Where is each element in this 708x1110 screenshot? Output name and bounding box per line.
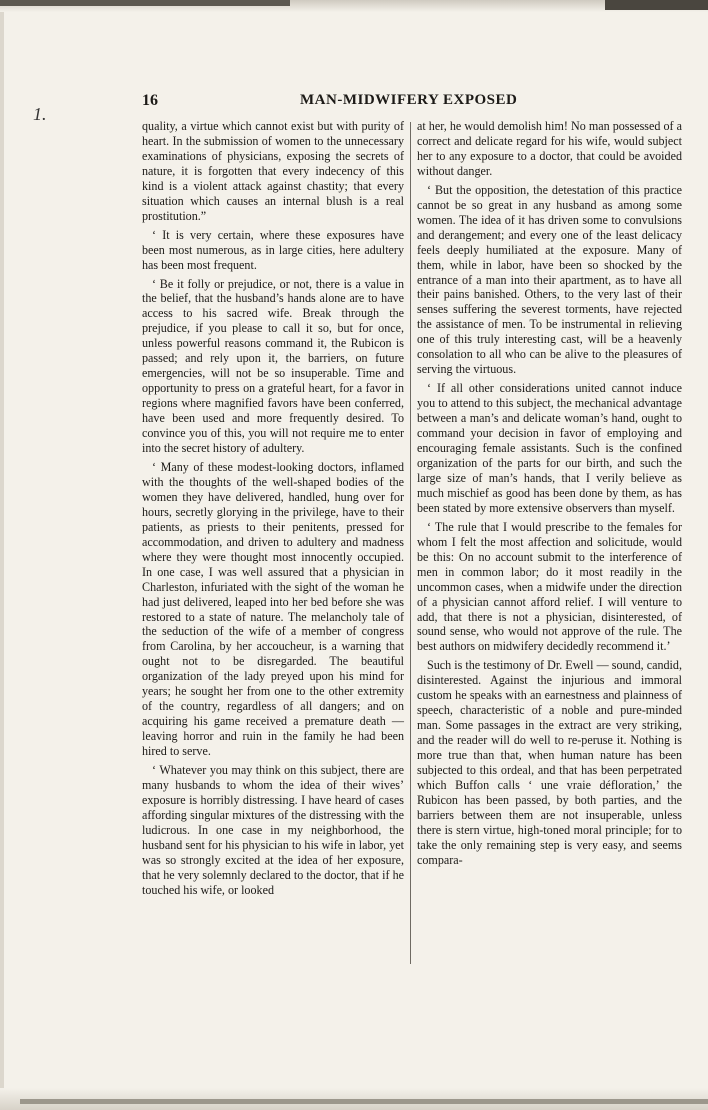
scan-border-top-left [0, 0, 290, 6]
margin-mark: 1. [33, 104, 47, 124]
paragraph: ‘ It is very certain, where these exposures have been most numerous, as in large cities, here adultery has been most frequent. [142, 227, 404, 272]
scan-border-bottom [20, 1099, 708, 1104]
paragraph: ‘ Whatever you may think on this subject, there are many husbands to whom the idea of their wives’ exposure is horribly distressing. I have heard of cases affording singular mixtures of the distressing with the ludicrous. In one case in my neighborhood, the husband sent for his physician to his wife in labor, yet was so strongly excited at the idea of her exposure, that he very solemnly declared to the doctor, that if he touched his wife, or looked [142, 763, 404, 897]
paragraph: ‘ Many of these modest-looking doctors, inflamed with the thoughts of the well-shaped bodies of the women they have delivered, handled, hung over for hours, secretly glorying in the privilege, have to their patients, as priests to their penitents, pressed for accommodation, and driven to adultery and madness where they were thought most innocently occupied. In one case, I was well assured that a physician in Charleston, infuriated with the sight of the woman he had just delivered, leaped into her bed before she was restored to a state of nature. The melancholy tale of the seduction of the wife of a member of congress from Carolina, by her accoucheur, is a warning that ought not to be disregarded. The beautiful organization of the lady preyed upon his mind for years; he sought her from one to the other extremity of the country, regardless of all dangers; and on acquiring his game received a premature death — leaving horror and ruin in the family he had been hired to serve. [142, 459, 404, 759]
right-column [417, 119, 682, 872]
paragraph: ‘ If all other considerations united cannot induce you to attend to this subject, the mechanical advantage between a man’s and delicate woman’s hand, ought to command your decision in favor of employing and encouraging female assistants. Such is the confined organization of the parts for our birth, and such the large size of man’s hands, that I verily believe as much mischief as good has been done by them, as has been stated by more extensive observers than myself. [417, 381, 682, 515]
page-edge-shadow [0, 0, 4, 1110]
paragraph: ‘ The rule that I would prescribe to the females for whom I felt the most affection and solicitude, would be this: On no account submit to the interference of men in common labor; do it most readily in the uncommon cases, when a midwife under the direction of a physician cannot afford relief. I will venture to add, that there is not a physician, disinterested, of sound sense, who would not approve of the rule. The best authors on midwifery decidedly recommend it.’ [417, 519, 682, 654]
running-title: MAN-MIDWIFERY EXPOSED [300, 92, 518, 108]
column-divider [410, 122, 411, 964]
page-number: 16 [142, 92, 158, 109]
left-column [142, 119, 404, 902]
paragraph: ‘ But the opposition, the detestation of this practice cannot be so great in any husband as among some women. The idea of it has driven some to convulsions and derangement; and every one of the least delicacy feels deeply humiliated at the exposure. Many of them, while in labor, have been so shocked by the entrance of a man into their apartment, as to have all their pains banished. Others, to the very last of their senses suffering the severest torments, have rejected the assistance of men. To be instrumental in relieving one of this truly interesting cast, will be a heavenly consolation to all who can be alive to the pleasures of serving the virtuous. [417, 182, 682, 377]
paragraph: quality, a virtue which cannot exist but with purity of heart. In the submission of women to the unnecessary examinations of physicians, exposing the secrets of nature, it is forgotten that every indecency of this kind is a violent attack against chastity; that every situation which causes an internal blush is a real prostitution.” [142, 119, 404, 223]
paragraph: ‘ Be it folly or prejudice, or not, there is a value in the belief, that the husband’s hands alone are to have access to his sacred wife. Break through the prejudice, if you please to call it so, but for once, unless powerful reasons command it, the Rubicon is passed; and rely upon it, the barriers, on future emergencies, will not be so insuperable. Time and opportunity to press on a grateful heart, for a favor in regions where magnified favors have been conferred, have been used and more frequently desired. To convince you of this, you will not require me to enter into the secret history of adultery. [142, 276, 404, 456]
paragraph: at her, he would demolish him! No man possessed of a correct and delicate regard for his wife, would subject her to any exposure to a doctor, that could be avoided without danger. [417, 119, 682, 178]
scan-border-top-right [605, 0, 708, 10]
paragraph: Such is the testimony of Dr. Ewell — sound, candid, disinterested. Against the injurious and immoral custom he speaks with an earnestness and plainness of speech, characteristic of a noble and pure-minded man. Some passages in the extract are very striking, and the reader will do well to re-peruse it. Nothing is more true than that, when human nature has been subjected to this ordeal, and that has been perpetrated which Buffon calls ‘ une vraie défloration,’ the Rubicon has been passed, by both parties, and the barriers between them are not insuperable, unless there is stern virtue, high-toned moral principle; for to take the only remaining step is very easy, and seems compara- [417, 658, 682, 867]
